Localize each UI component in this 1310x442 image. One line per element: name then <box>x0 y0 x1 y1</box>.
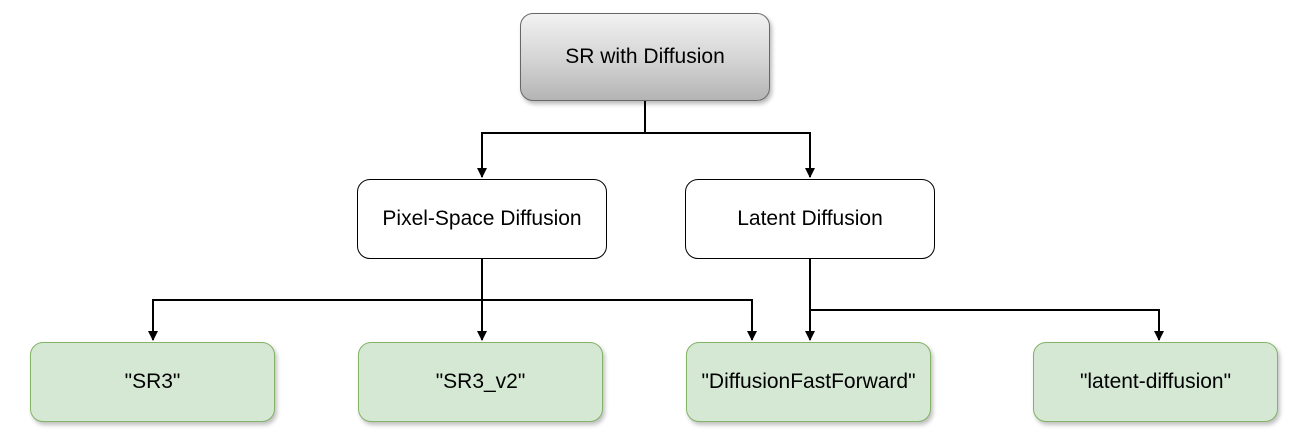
leaf-node-diffusionfastforward[interactable] <box>686 342 931 422</box>
category-node-label: Latent Diffusion <box>737 207 883 230</box>
category-node-latent-diffusion[interactable] <box>685 179 935 259</box>
leaf-node-latent-diffusion[interactable] <box>1033 342 1278 422</box>
leaf-node-label: "SR3" <box>124 370 181 393</box>
connector-root-to-pixel-space <box>482 101 645 177</box>
leaf-node-label: "DiffusionFastForward" <box>701 370 916 393</box>
connector-pixel-space-to-diffusionfastforward <box>482 300 752 340</box>
leaf-node-label: "SR3_v2" <box>435 370 526 393</box>
connector-pixel-space-to-sr3 <box>153 259 482 340</box>
category-node-pixel-space-diffusion[interactable] <box>357 179 607 259</box>
leaf-node-sr3[interactable] <box>30 342 275 422</box>
connector-latent-to-latent-diffusion <box>810 310 1159 340</box>
root-node-label: SR with Diffusion <box>565 45 725 68</box>
leaf-node-sr3-v2[interactable] <box>358 342 603 422</box>
leaf-node-label: "latent-diffusion" <box>1079 370 1232 393</box>
connector-root-to-latent <box>645 133 810 177</box>
root-node-sr-with-diffusion[interactable] <box>520 13 770 101</box>
category-node-label: Pixel-Space Diffusion <box>382 207 582 230</box>
